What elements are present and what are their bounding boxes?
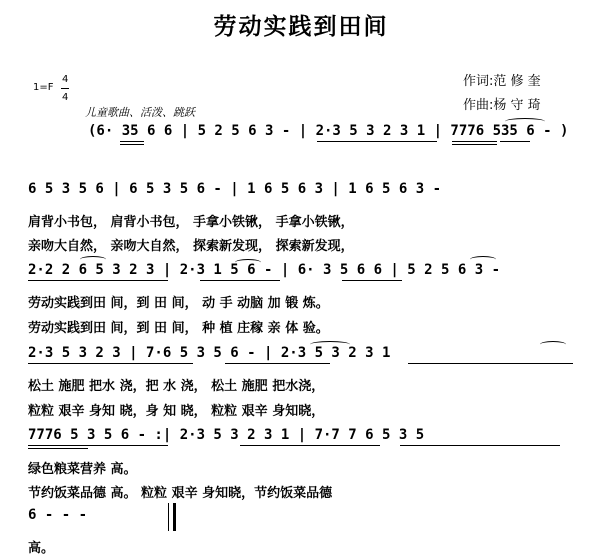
final-barline-thin [168, 503, 169, 531]
beam-line [452, 141, 497, 142]
beam-line [120, 141, 144, 142]
key-signature: 1=F [33, 82, 54, 93]
beam-line [408, 363, 573, 364]
beam-line [452, 144, 497, 145]
beam-line [28, 448, 88, 449]
slur [470, 256, 496, 263]
system-5-lyrics-verse-2: 节约饭菜品德 高。 粒粒 艰辛 身知晓，节约饭菜品德 [28, 486, 333, 501]
time-signature-line [61, 88, 69, 89]
composer-credit: 作曲:杨 守 琦 [463, 98, 541, 113]
beam-line [400, 445, 560, 446]
style-marking: 儿童歌曲、活泼、跳跃 [85, 106, 195, 119]
page-title: 劳动实践到田间 [213, 14, 389, 40]
system-4-lyrics-verse-2: 粒粒 艰辛 身知 晓，身 知 晓， 粒粒 艰辛 身知晓， [28, 404, 325, 419]
system-2-lyrics-verse-2: 亲吻大自然， 亲吻大自然， 探索新发现， 探索新发现， [28, 239, 354, 254]
beam-line [240, 445, 380, 446]
time-signature-top: 4 [62, 74, 69, 85]
system-5-lyrics-verse-1: 绿色粮菜营养 高。 [28, 462, 137, 477]
system-4-lyrics-verse-1: 松土 施肥 把水 浇，把 水 浇， 松土 施肥 把水浇， [28, 379, 325, 394]
system-6-lyrics: 高。 [28, 541, 55, 556]
beam-line [200, 280, 280, 281]
beam-line [120, 144, 144, 145]
system-3-lyrics-verse-2: 劳动实践到田 间，到 田 间， 种 植 庄稼 亲 体 验。 [28, 321, 329, 336]
system-2-notes: 6 5 3 5 6 | 6 5 3 5 6 - | 1 6 5 6 3 | 1 6 5 6 3 - [28, 181, 442, 197]
system-3-lyrics-verse-1: 劳动实践到田 间，到 田 间， 动 手 动脑 加 锻 炼。 [28, 296, 329, 311]
system-6-notes: 6 - - - [28, 507, 88, 523]
beam-line [28, 363, 193, 364]
beam-line [317, 141, 437, 142]
beam-line [28, 280, 168, 281]
slur [310, 341, 350, 348]
slur [540, 341, 566, 348]
system-2-lyrics-verse-1: 肩背小书包， 肩背小书包， 手拿小铁锹， 手拿小铁锹， [28, 215, 354, 230]
lyricist-credit: 作词:范 修 奎 [463, 74, 541, 89]
beam-line [28, 445, 168, 446]
final-barline-thick [173, 503, 176, 531]
slur [235, 259, 261, 266]
system-4-notes: 2·3 5 3 2 3 | 7·6 5 3 5 6 - | 2·3 5 3 2 3 1 [28, 345, 391, 361]
slur [505, 118, 545, 125]
time-signature-bottom: 4 [62, 92, 69, 103]
slur [80, 256, 106, 263]
beam-line [225, 363, 330, 364]
system-5-notes: 7776 5 3 5 6 - :| 2·3 5 3 2 3 1 | 7·7 7 6 5 3 5 [28, 427, 425, 443]
beam-line [500, 141, 530, 142]
system-3-notes: 2·2 2 6 5 3 2 3 | 2·3 1 5 6 - | 6· 3 5 6 6 | 5 2 5 6 3 - [28, 262, 501, 278]
system-1-notes: (6· 35 6 6 | 5 2 5 6 3 - | 2·3 5 3 2 3 1 | 7776 535 6 - ) [88, 123, 569, 139]
beam-line [342, 280, 402, 281]
